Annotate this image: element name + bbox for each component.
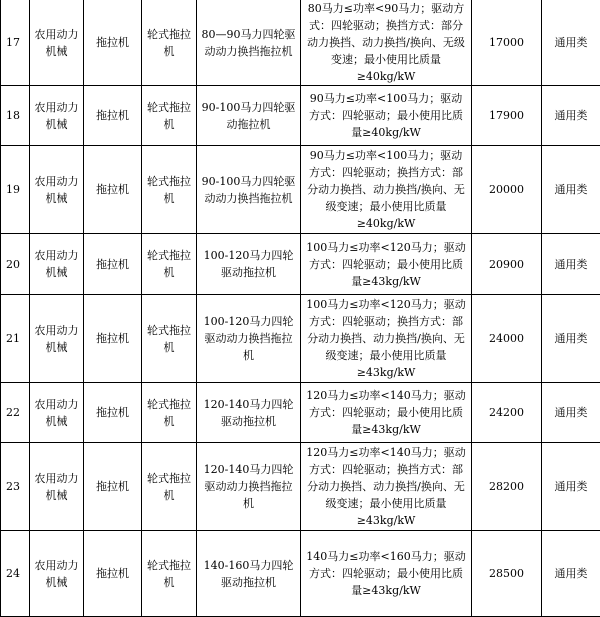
category-cell: 农用动力机械 [30, 295, 84, 383]
price-cell: 24000 [472, 295, 542, 383]
spec-cell: 90马力≤功率<100马力；驱动方式：四轮驱动；最小使用比质量≥40kg/kW [301, 86, 472, 146]
price-cell: 28200 [472, 443, 542, 531]
table-row [1, 295, 600, 383]
category-cell: 农用动力机械 [30, 86, 84, 146]
table-row [1, 531, 600, 617]
table-row [1, 86, 600, 146]
type-cell: 拖拉机 [84, 383, 142, 443]
category-cell: 农用动力机械 [30, 0, 84, 86]
spec-cell: 90马力≤功率<100马力；驱动方式：四轮驱动；换挡方式：部分动力换挡、动力换挡/换向、无级变速；最小使用比质量≥40kg/kW [301, 146, 472, 234]
row-number: 22 [1, 383, 30, 443]
scope-cell: 通用类 [542, 146, 600, 234]
type-cell: 拖拉机 [84, 531, 142, 617]
category-cell: 农用动力机械 [30, 234, 84, 295]
scope-cell: 通用类 [542, 443, 600, 531]
spec-cell: 140马力≤功率<160马力；驱动方式：四轮驱动；最小使用比质量≥43kg/kW [301, 531, 472, 617]
row-number: 19 [1, 146, 30, 234]
type-cell: 拖拉机 [84, 295, 142, 383]
row-number: 17 [1, 0, 30, 86]
scope-cell: 通用类 [542, 0, 600, 86]
subtype-cell: 轮式拖拉机 [142, 146, 197, 234]
price-cell: 20000 [472, 146, 542, 234]
spec-cell: 120马力≤功率<140马力；驱动方式：四轮驱动；换挡方式：部分动力换挡、动力换挡/换向、无级变速；最小使用比质量≥43kg/kW [301, 443, 472, 531]
table-row [1, 234, 600, 295]
price-cell: 28500 [472, 531, 542, 617]
spec-cell: 100马力≤功率<120马力；驱动方式：四轮驱动；最小使用比质量≥43kg/kW [301, 234, 472, 295]
scope-cell: 通用类 [542, 531, 600, 617]
subtype-cell: 轮式拖拉机 [142, 531, 197, 617]
item-cell: 100-120马力四轮驱动动力换挡拖拉机 [197, 295, 301, 383]
table-row [1, 443, 600, 531]
type-cell: 拖拉机 [84, 146, 142, 234]
row-number: 21 [1, 295, 30, 383]
item-cell: 120-140马力四轮驱动拖拉机 [197, 383, 301, 443]
subtype-cell: 轮式拖拉机 [142, 443, 197, 531]
subtype-cell: 轮式拖拉机 [142, 86, 197, 146]
item-cell: 120-140马力四轮驱动动力换挡拖拉机 [197, 443, 301, 531]
category-cell: 农用动力机械 [30, 443, 84, 531]
type-cell: 拖拉机 [84, 234, 142, 295]
scope-cell: 通用类 [542, 295, 600, 383]
subtype-cell: 轮式拖拉机 [142, 295, 197, 383]
item-cell: 100-120马力四轮驱动拖拉机 [197, 234, 301, 295]
table-row [1, 383, 600, 443]
row-number: 20 [1, 234, 30, 295]
item-cell: 140-160马力四轮驱动拖拉机 [197, 531, 301, 617]
subtype-cell: 轮式拖拉机 [142, 383, 197, 443]
table-row [1, 0, 600, 86]
row-number: 23 [1, 443, 30, 531]
category-cell: 农用动力机械 [30, 146, 84, 234]
category-cell: 农用动力机械 [30, 531, 84, 617]
subtype-cell: 轮式拖拉机 [142, 0, 197, 86]
price-cell: 17000 [472, 0, 542, 86]
row-number: 24 [1, 531, 30, 617]
price-cell: 24200 [472, 383, 542, 443]
spec-cell: 80马力≤功率<90马力；驱动方式：四轮驱动；换挡方式：部分动力换挡、动力换挡/换向、无级变速；最小使用比质量≥40kg/kW [301, 0, 472, 86]
row-number: 18 [1, 86, 30, 146]
item-cell: 80—90马力四轮驱动动力换挡拖拉机 [197, 0, 301, 86]
scope-cell: 通用类 [542, 234, 600, 295]
scope-cell: 通用类 [542, 383, 600, 443]
type-cell: 拖拉机 [84, 0, 142, 86]
type-cell: 拖拉机 [84, 443, 142, 531]
item-cell: 90-100马力四轮驱动拖拉机 [197, 86, 301, 146]
spec-cell: 100马力≤功率<120马力；驱动方式：四轮驱动；换挡方式：部分动力换挡、动力换挡/换向、无级变速；最小使用比质量≥43kg/kW [301, 295, 472, 383]
scope-cell: 通用类 [542, 86, 600, 146]
table-row [1, 146, 600, 234]
category-cell: 农用动力机械 [30, 383, 84, 443]
subtype-cell: 轮式拖拉机 [142, 234, 197, 295]
type-cell: 拖拉机 [84, 86, 142, 146]
spec-cell: 120马力≤功率<140马力；驱动方式：四轮驱动；最小使用比质量≥43kg/kW [301, 383, 472, 443]
price-cell: 17900 [472, 86, 542, 146]
item-cell: 90-100马力四轮驱动动力换挡拖拉机 [197, 146, 301, 234]
price-cell: 20900 [472, 234, 542, 295]
